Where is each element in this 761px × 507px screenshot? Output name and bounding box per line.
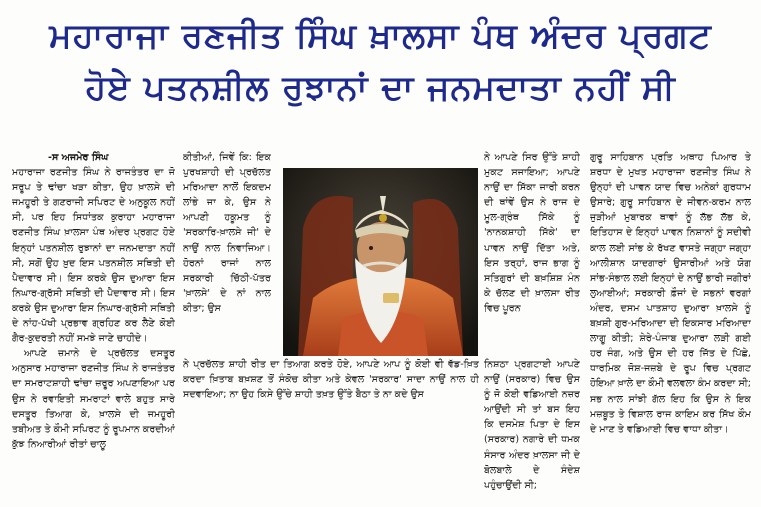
below-portrait-right-text: ਨਿਸ਼ਠਾ ਪ੍ਰਗਟਾਈ ਆਪਣੇ ਨਾਉਂ (ਸਰਕਾਰ) ਵਿਚ ਉਸ ਨੂੰ ਜੋ ਕੋਈ ਵਡਿਆਈ ਨਜ਼ਰ ਆਉਂਦੀ ਸੀ ਤਾਂ ਬਸ ਇਹ ਕਿ ਦਸਮੇਸ਼ ਪਿਤਾ ਦੇ ਇਸ (ਸਰਕਾਰ) ਨਗਾਰੇ ਦੀ ਧਮਕ ਸੰਸਾਰ ਅੰਦਰ ਖ਼ਾਲਸਾ ਜੀ ਦੇ ਬੋਲਬਾਲੇ ਦੇ ਸੰਦੇਸ਼ ਪਹੁੰਚਾਉਂਦੀ ਸੀ; [484, 359, 580, 491]
text-below-portrait [183, 357, 580, 507]
article-column-3 [484, 150, 580, 360]
column-3-text: ਨੇ ਆਪਣੇ ਸਿਰ ਉੱਤੇ ਸ਼ਾਹੀ ਮੁਕਟ ਸਜਾਇਆ; ਆਪਣੇ ਨਾਉਂ ਦਾ ਸਿੱਕਾ ਜਾਰੀ ਕਰਨ ਦੀ ਥਾਂਵੇਂ ਉਸ ਨੇ ਰਾਜ ਦੇ ਮੂਲ-ਗ੍ਰੰਥ ਸਿੱਕੇ ਨੂੰ 'ਨਾਨਕਸ਼ਾਹੀ ਸਿੱਕੇ' ਦਾ ਪਾਵਨ ਨਾਉਂ ਦਿੱਤਾ ਅਤੇ, ਇਸ ਤਰ੍ਹਾਂ, ਰਾਜ ਭਾਗ ਨੂੰ ਸਤਿਗੁਰਾਂ ਦੀ ਬਖ਼ਸ਼ਿਸ਼ ਮੰਨ ਕੇ ਚੱਲਣ ਦੀ ਖ਼ਾਲਸਾ ਰੀਤ ਵਿਚ ਪੂਰਨ [484, 152, 580, 314]
below-portrait-left-text: ਨੇ ਪ੍ਰਚੱਲਤ ਸ਼ਾਹੀ ਰੀਤ ਦਾ ਤਿਆਗ ਕਰਤੇ ਹੋਏ, ਆਪਣੇ ਆਪ ਨੂੰ ਕੋਈ ਵੀ ਵੱਡ-ਖ਼ਿਤ ਕਰਦਾ ਖ਼ਿਤਾਬ ਬਖ਼ਸ਼ਣ ਤੋਂ ਸੰਕੋਚ ਕੀਤਾ ਅਤੇ ਕੇਵਲ 'ਸਰਕਾਰ' ਸਾਦਾ ਨਾਉਂ ਨਾਲ ਹੀ ਸਦਵਾਇਆ; ਨਾ ਉਹ ਕਿਸੇ ਉੱਚੇ ਸ਼ਾਹੀ ਤਖ਼ਤ ਉੱਤੇ ਬੈਠਾ ਤੇ ਨਾ ਕਦੇ ਉਸ [183, 359, 479, 401]
headline-line-2: ਹੋਏ ਪਤਨਸ਼ੀਲ ਰੁਝਾਨਾਂ ਦਾ ਜਨਮਦਾਤਾ ਨਹੀਂ ਸੀ [85, 68, 676, 108]
byline: -ਸ ਅਜਮੇਰ ਸਿੰਘ [48, 152, 109, 163]
portrait-image [283, 168, 478, 356]
headline-line-1: ਮਹਾਰਾਜਾ ਰਣਜੀਤ ਸਿੰਘ ਖ਼ਾਲਸਾ ਪੰਥ ਅੰਦਰ ਪ੍ਰਗਟ [49, 16, 712, 56]
portrait-illustration [283, 168, 478, 356]
paragraph-1: ਮਹਾਰਾਜਾ ਰਣਜੀਤ ਸਿੰਘ ਨੇ ਰਾਜਤੰਤਰ ਦਾ ਜੋ ਸਰੂਪ ਤੇ ਢਾਂਚਾ ਖੜਾ ਕੀਤਾ, ਉਹ ਖ਼ਾਲਸੇ ਦੀ ਜਮਹੂਰੀ ਤੇ ਗਣਰਾਜੀ ਸਪਿਰਟ ਦੇ ਅਨੁਕੂਲ ਨਹੀਂ ਸੀ, ਪਰ ਇਹ ਸਿਧਾਂਤਕ ਕੁਰਾਹਾ ਮਹਾਰਾਜਾ ਰਣਜੀਤ ਸਿੰਘ ਖ਼ਾਲਸਾ ਪੰਥ ਅੰਦਰ ਪ੍ਰਗਟ ਹੋਏ ਇਨ੍ਹਾਂ ਪਤਨਸ਼ੀਲ ਰੁਝਾਨਾਂ ਦਾ ਜਨਮਦਾਤਾ ਨਹੀਂ ਸੀ, ਸਗੋਂ ਉਹ ਖ਼ੁਦ ਇਸ ਪਤਨਸ਼ੀਲ ਸਥਿਤੀ ਦੀ ਪੈਦਾਵਾਰ ਸੀ। ਇਸ ਕਰਕੇ ਉਸ ਦੁਆਰਾ ਇਸ ਨਿਘਾਰ-ਗ੍ਰੱਸੀ ਸਥਿਤੀ ਦੀ ਪੈਦਾਵਾਰ ਸੀ। ਇਸ ਕਰਕੇ ਉਸ ਦੁਆਰਾ ਇਸ ਨਿਘਾਰ-ਗ੍ਰੱਸੀ ਸਥਿਤੀ ਦੇ ਨਾਂਹ-ਪੱਖੀ ਪ੍ਰਭਾਵ ਗ੍ਰਹਿਣ ਕਰ ਲੈਣੇ ਕੋਈ ਗੈਰ-ਕੁਦਰਤੀ ਨਹੀਂ ਸਮਝੇ ਜਾਣੇ ਚਾਹੀਦੇ। [12, 167, 175, 345]
column-2-text: ਕੀਤੀਆਂ, ਜਿਵੇਂ ਕਿ: ਇਕ ਪੁਰਖਸ਼ਾਹੀ ਦੀ ਪ੍ਰਚੱਲਤ ਮਰਿਆਦਾ ਨਾਲੋਂ ਇਕਦਮ ਲਾਂਭੇ ਜਾ ਕੇ, ਉਸ ਨੇ ਆਪਣੀ ਹਕੂਮਤ ਨੂੰ 'ਸਰਕਾਰਿ-ਖ਼ਾਲਸੇ ਜੀ' ਦੇ ਨਾਉਂ ਨਾਲ ਨਿਵਾਜਿਆ। ਹੋਰਨਾਂ ਰਾਜਾਂ ਨਾਲ ਸਰਕਾਰੀ ਚਿੱਠੀ-ਪੱਤਰ 'ਖ਼ਾਲਸੇ' ਦੇ ਨਾਂ ਨਾਲ ਕੀਤਾ; ਉਸ [183, 152, 271, 314]
article-column-1 [12, 150, 175, 506]
paragraph-2: ਆਪਣੇ ਜ਼ਮਾਨੇ ਦੇ ਪ੍ਰਚੱਲਤ ਦਸਤੂਰ ਅਨੁਸਾਰ ਮਹਾਰਾਜਾ ਰਣਜੀਤ ਸਿੰਘ ਨੇ ਰਾਜਤੰਤਰ ਦਾ ਸਮਰਾਟਸ਼ਾਹੀ ਢਾਂਚਾ ਜ਼ਰੂਰ ਅਪਣਾਇਆ ਪਰ ਉਸ ਨੇ ਰਵਾਇਤੀ ਸਮਰਾਟਾਂ ਵਾਲੇ ਬਹੁਤ ਸਾਰੇ ਦਸਤੂਰ ਤਿਆਗ ਕੇ, ਖ਼ਾਲਸੇ ਦੀ ਜਮਹੂਰੀ ਤਬੀਅਤ ਤੇ ਕੌਮੀ ਸਪਿਰਟ ਨੂੰ ਰੂਪਮਾਨ ਕਰਦੀਆਂ ਕੁੱਝ ਨਿਆਰੀਆਂ ਰੀਤਾਂ ਚਾਲੂ [12, 348, 175, 450]
article-column-4 [590, 150, 751, 506]
article-column-2 [183, 150, 271, 360]
column-4-text: ਗੁਰੂ ਸਾਹਿਬਾਨ ਪ੍ਰਤਿ ਅਥਾਹ ਪਿਆਰ ਤੇ ਸ਼ਰਧਾ ਦੇ ਮੁਖਤ ਮਹਾਰਾਜਾ ਰਣਜੀਤ ਸਿੰਘ ਨੇ ਉਨ੍ਹਾਂ ਦੀ ਪਾਵਨ ਯਾਦ ਵਿਚ ਅਨੇਕਾਂ ਗੁਰਧਾਮ ਉਸਾਰੇ; ਗੁਰੂ ਸਾਹਿਬਾਨ ਦੇ ਜੀਵਨ-ਕਰਮ ਨਾਲ ਜੁੜੀਆਂ ਮੁਬਾਰਕ ਥਾਵਾਂ ਨੂੰ ਲੱਭ ਲੱਭ ਕੇ, ਇਤਿਹਾਸ ਦੇ ਇਨ੍ਹਾਂ ਪਾਵਨ ਨਿਸ਼ਾਨਾਂ ਨੂੰ ਸਦੀਵੀ ਕਾਲ ਲਈ ਸਾਂਭ ਕੇ ਰੱਖਣ ਵਾਸਤੇ ਜਗ੍ਹਾ ਜਗ੍ਹਾ ਆਲੀਸ਼ਾਨ ਯਾਦਗਾਰਾਂ ਉਸਾਰੀਆਂ ਅਤੇ ਯੋਗ ਸਾਂਭ-ਸੰਭਾਲ ਲਈ ਇਨ੍ਹਾਂ ਦੇ ਨਾਉਂ ਭਾਰੀ ਜਗੀਰਾਂ ਲੁਆਈਆਂ; ਸਰਕਾਰੀ ਫ਼ੌਜਾਂ ਦੇ ਸਭਨਾਂ ਵਰਗਾਂ ਅੰਦਰ, ਦਸਮ ਪਾਤਸ਼ਾਹ ਦੁਆਰਾ ਖ਼ਾਲਸੇ ਨੂੰ ਬਖ਼ਸ਼ੀ ਗੁਰ-ਮਰਿਆਦਾ ਦੀ ਇਕਸਾਰ ਮਰਿਆਦਾ ਲਾਗੂ ਕੀਤੀ; ਸ਼ੇਰੇ-ਪੰਜਾਬ ਦੁਆਰਾ ਲੜੀ ਗਈ ਹਰ ਜੰਗ, ਅਤੇ ਉਸ ਦੀ ਹਰ ਜਿੱਤ ਦੇ ਪਿੱਛੇ, ਧਾਰਮਿਕ ਜੋਸ਼-ਜਜ਼ਬੇ ਦੇ ਰੂਪ ਵਿਚ ਪ੍ਰਗਟ ਹੋਇਆ ਖ਼ਾਲੇ ਦਾ ਕੌਮੀ ਵਲਵਲਾ ਕੰਮ ਕਰਦਾ ਸੀ; ਸਭ ਨਾਲ ਸਾਂਝੀ ਗੱਲ ਇਹ ਕਿ ਉਸ ਨੇ ਇਕ ਮਜ਼ਬੂਤ ਤੇ ਵਿਸ਼ਾਲ ਰਾਜ ਕਾਇਮ ਕਰ ਸਿੱਖ ਕੌਮ ਦੇ ਮਾਣ ਤੇ ਵਡਿਆਈ ਵਿਚ ਵਾਧਾ ਕੀਤਾ। [590, 152, 751, 435]
